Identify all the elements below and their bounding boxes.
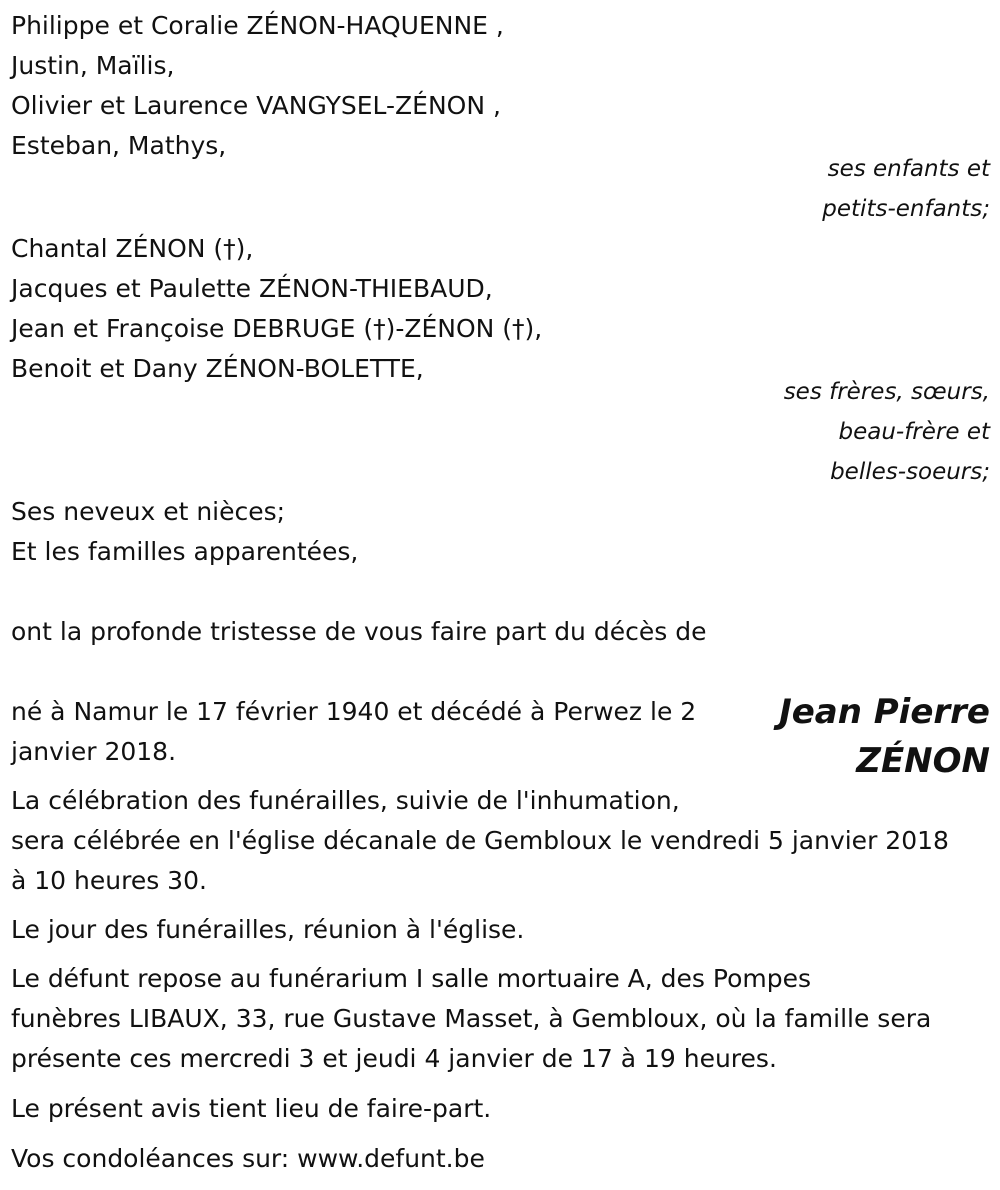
- family-line: Philippe et Coralie ZÉNON-HAQUENNE ,: [11, 11, 504, 40]
- funeral-text: La célébration des funérailles, suivie de l'inhumation,: [11, 786, 680, 815]
- condolences-text: Vos condoléances sur: www.defunt.be: [11, 1144, 485, 1173]
- family-line: Jacques et Paulette ZÉNON-THIEBAUD,: [11, 274, 493, 303]
- relation-label: belles-soeurs;: [830, 459, 990, 485]
- family-line: Ses neveux et nièces;: [11, 497, 286, 526]
- deceased-name-first: Jean Pierre: [779, 692, 990, 732]
- birth-death-text: né à Namur le 17 février 1940 et décédé à Perwez le 2 janvier 2018.: [11, 697, 697, 766]
- deceased-name-last: ZÉNON: [856, 741, 990, 781]
- relation-label: beau-frère et: [838, 419, 990, 445]
- meeting-text: Le jour des funérailles, réunion à l'église.: [11, 915, 525, 944]
- announcement-text: ont la profonde tristesse de vous faire part du décès de: [11, 617, 707, 646]
- family-line: Olivier et Laurence VANGYSEL-ZÉNON ,: [11, 91, 501, 120]
- relation-label: petits-enfants;: [822, 196, 990, 222]
- notice-text: Le présent avis tient lieu de faire-part.: [11, 1094, 492, 1123]
- rest-text: Le défunt repose au funérarium I salle mortuaire A, des Pompes: [11, 964, 811, 993]
- funeral-text: à 10 heures 30.: [11, 866, 207, 895]
- family-line: Esteban, Mathys,: [11, 131, 227, 160]
- relation-label: ses frères, sœurs,: [783, 379, 990, 405]
- family-line: Et les familles apparentées,: [11, 537, 359, 566]
- family-line: Chantal ZÉNON (†),: [11, 234, 254, 263]
- family-line: Jean et Françoise DEBRUGE (†)-ZÉNON (†),: [11, 314, 543, 343]
- rest-text: présente ces mercredi 3 et jeudi 4 janvier de 17 à 19 heures.: [11, 1044, 777, 1073]
- family-line: Benoit et Dany ZÉNON-BOLETTE,: [11, 354, 424, 383]
- funeral-text: sera célébrée en l'église décanale de Gembloux le vendredi 5 janvier 2018: [11, 826, 949, 855]
- rest-text: funèbres LIBAUX, 33, rue Gustave Masset, à Gembloux, où la famille sera: [11, 1004, 932, 1033]
- relation-label: ses enfants et: [827, 156, 990, 182]
- family-line: Justin, Maïlis,: [11, 51, 175, 80]
